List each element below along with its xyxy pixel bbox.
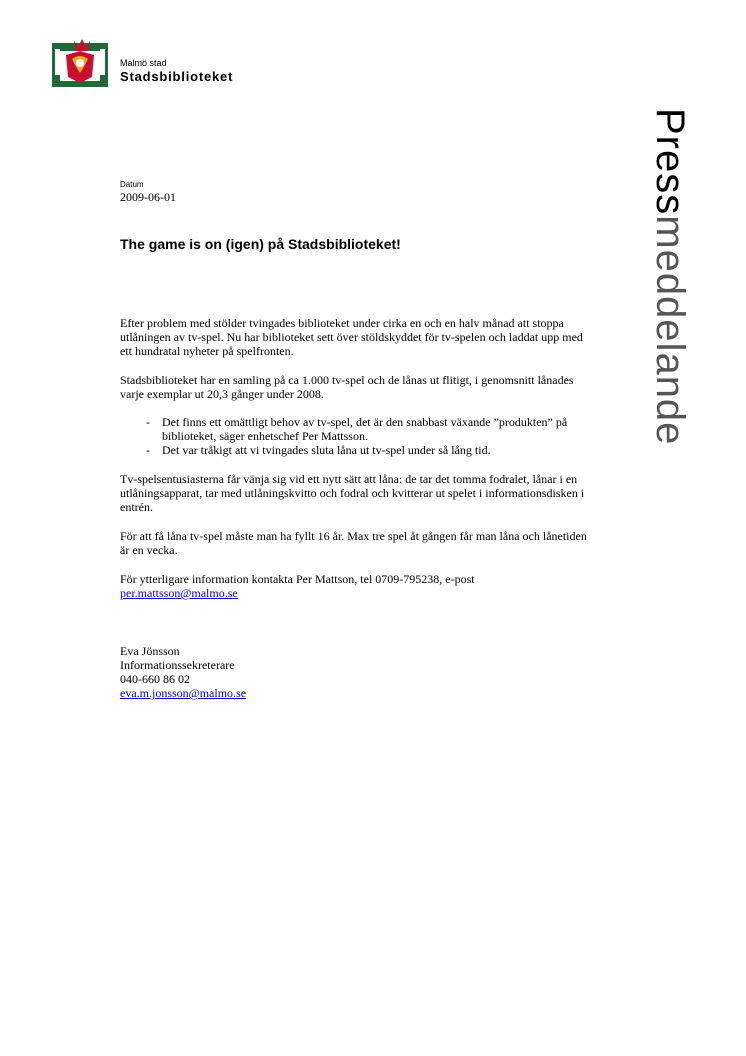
side-label-part2: meddelande [648, 215, 692, 446]
list-item [120, 443, 590, 457]
signature-block [120, 644, 590, 700]
malmo-griffin-logo-icon [52, 37, 108, 87]
list-item [120, 415, 590, 443]
organization-header [120, 58, 233, 85]
press-release-body [120, 180, 590, 700]
bullet-marker: - [146, 415, 150, 429]
org-city: Malmö stad [120, 58, 167, 68]
signature-name: Eva Jönsson [120, 644, 180, 658]
signature-role: Informationssekreterare [120, 658, 235, 672]
bullet-marker: - [146, 443, 150, 457]
contact-paragraph [120, 572, 590, 600]
date-value: 2009-06-01 [120, 190, 176, 204]
org-name: Stadsbiblioteket [120, 69, 234, 84]
side-label-pressmeddelande [635, 108, 705, 548]
list-item-text: Det finns ett omättligt behov av tv-spel, det är den snabbast växande ”produkten” på biblioteket, säger enhetschef Per Mattsson. [162, 415, 568, 443]
paragraph-2: Stadsbiblioteket har en samling på ca 1.000 tv-spel och de lånas ut flitigt, i genomsnitt lånades varje exemplar ut 20,3 gånger under 2008. [120, 373, 574, 401]
paragraph-3: Tv-spelsentusiasterna får vänja sig vid ett nytt sätt att låna: de tar det tomma fodralet, lånar i en utlåningsapparat, tar med utlåningskvitto och fodral och kvitterar ut spelet i informationsdisken i entrén. [120, 472, 585, 514]
signature-phone: 040-660 86 02 [120, 672, 190, 686]
paragraph-1: Efter problem med stölder tvingades biblioteket under cirka en och en halv månad att stoppa utlåningen av tv-spel. Nu har biblioteket sett över stöldskyddet för tv-spelen och laddat upp med ett hundratal nyheter på spelfronten. [120, 316, 583, 358]
list-item-text: Det var tråkigt att vi tvingades sluta låna ut tv-spel under så lång tid. [162, 443, 491, 457]
side-label-part1: Press [648, 108, 692, 216]
quote-list [120, 415, 590, 457]
page-title: The game is on (igen) på Stadsbiblioteket! [120, 236, 401, 252]
paragraph-4: För att få låna tv-spel måste man ha fyllt 16 år. Max tre spel åt gången får man låna och lånetiden är en vecka. [120, 529, 587, 557]
date-label: Datum [120, 180, 144, 189]
contact-text: För ytterligare information kontakta Per Mattson, tel 0709-795238, e-post [120, 572, 475, 586]
contact-email-link[interactable]: per.mattsson@malmo.se [120, 586, 238, 600]
signature-email-link[interactable]: eva.m.jonsson@malmo.se [120, 686, 247, 700]
